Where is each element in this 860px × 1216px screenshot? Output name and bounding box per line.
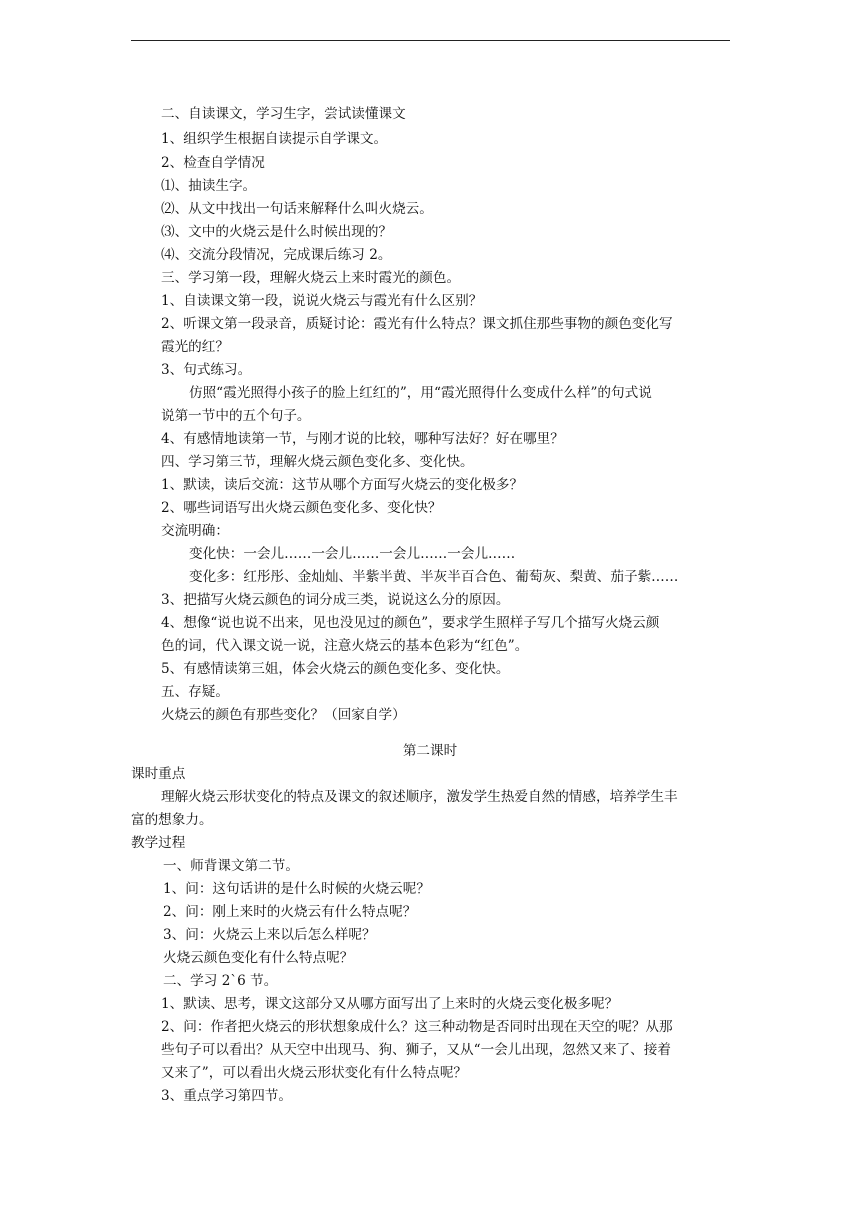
text-line: 1、组织学生根据自读提示自学课文。 [161,131,388,147]
text-line: 1、默读，读后交流：这节从哪个方面写火烧云的变化极多？ [161,477,524,493]
lesson-title: 第二课时 [402,743,458,759]
subheading-key-points: 课时重点 [131,766,186,782]
text-line: 三、学习第一段，理解火烧云上来时霞光的颜色。 [161,270,461,286]
text-line: 1、自读课文第一段，说说火烧云与霞光有什么区别？ [161,293,483,309]
text-line: 交流明确： [161,523,229,539]
text-line: 2、问：作者把火烧云的形状想象成什么？这三种动物是否同时出现在天空的呢？从那 [161,1019,673,1035]
text-line: 2、检查自学情况 [161,155,265,171]
text-line: 2、问：刚上来时的火烧云有什么特点呢？ [163,904,417,920]
text-line: 火烧云颜色变化有什么特点呢？ [163,950,354,966]
text-line: 二、学习 2`6 节。 [163,973,278,989]
text-line: ⑴、抽读生字。 [161,178,257,194]
text-line: 些句子可以看出？从天空中出现马、狗、狮子，又从“一会儿出现，忽然又来了、接着 [161,1042,671,1058]
text-line: 变化快：一会儿……一会儿……一会儿……一会儿…… [189,546,516,562]
text-line: 霞光的红？ [161,339,229,355]
text-line: 五、存疑。 [161,684,229,700]
text-line: 二、自读课文，学习生字，尝试读懂课文 [161,106,406,122]
text-line: 又来了”，可以看出火烧云形状变化有什么特点呢？ [161,1065,468,1081]
text-line: 色的词，代入课文说一说，注意火烧云的基本色彩为“红色”。 [161,638,529,654]
text-line: ⑵、从文中找出一句话来解释什么叫火烧云。 [161,201,433,217]
text-line: 2、哪些词语写出火烧云颜色变化多、变化快？ [161,500,442,516]
text-line: 3、句式练习。 [161,362,252,378]
text-line: 富的想象力。 [131,812,213,828]
text-line: 变化多：红彤彤、金灿灿、半紫半黄、半灰半百合色、葡萄灰、梨黄、茄子紫…… [189,569,679,585]
text-line: 仿照“霞光照得小孩子的脸上红红的”，用“霞光照得什么变成什么样”的句式说 [189,385,652,401]
text-line: 5、有感情读第三姐，体会火烧云的颜色变化多、变化快。 [161,661,510,677]
text-line: 四、学习第三节，理解火烧云颜色变化多、变化快。 [161,454,474,470]
subheading-process: 教学过程 [131,835,186,851]
text-line: 1、问：这句话讲的是什么时候的火烧云呢？ [163,881,430,897]
header-rule [131,40,730,41]
text-line: 4、有感情地读第一节，与刚才说的比较，哪种写法好？好在哪里？ [161,431,564,447]
text-line: 火烧云的颜色有那些变化？（回家自学） [161,707,406,723]
text-line: 3、问：火烧云上来以后怎么样呢？ [163,927,376,943]
text-line: 4、想像“说也说不出来，见也没见过的颜色”，要求学生照样子写几个描写火烧云颜 [161,615,660,631]
text-line: 1、默读、思考，课文这部分又从哪方面写出了上来时的火烧云变化极多呢？ [161,996,619,1012]
text-line: 理解火烧云形状变化的特点及课文的叙述顺序，激发学生热爱自然的情感，培养学生丰 [161,789,678,805]
text-line: ⑶、文中的火烧云是什么时候出现的？ [161,224,393,240]
text-line: 说第一节中的五个句子。 [161,408,311,424]
text-line: 3、把描写火烧云颜色的词分成三类，说说这么分的原因。 [161,592,510,608]
text-line: 2、听课文第一段录音，质疑讨论：霞光有什么特点？课文抓住那些事物的颜色变化写 [161,316,673,332]
text-line: 3、重点学习第四节。 [161,1088,292,1104]
text-line: 一、师背课文第二节。 [163,858,299,874]
text-line: ⑷、交流分段情况，完成课后练习 2。 [161,247,392,263]
